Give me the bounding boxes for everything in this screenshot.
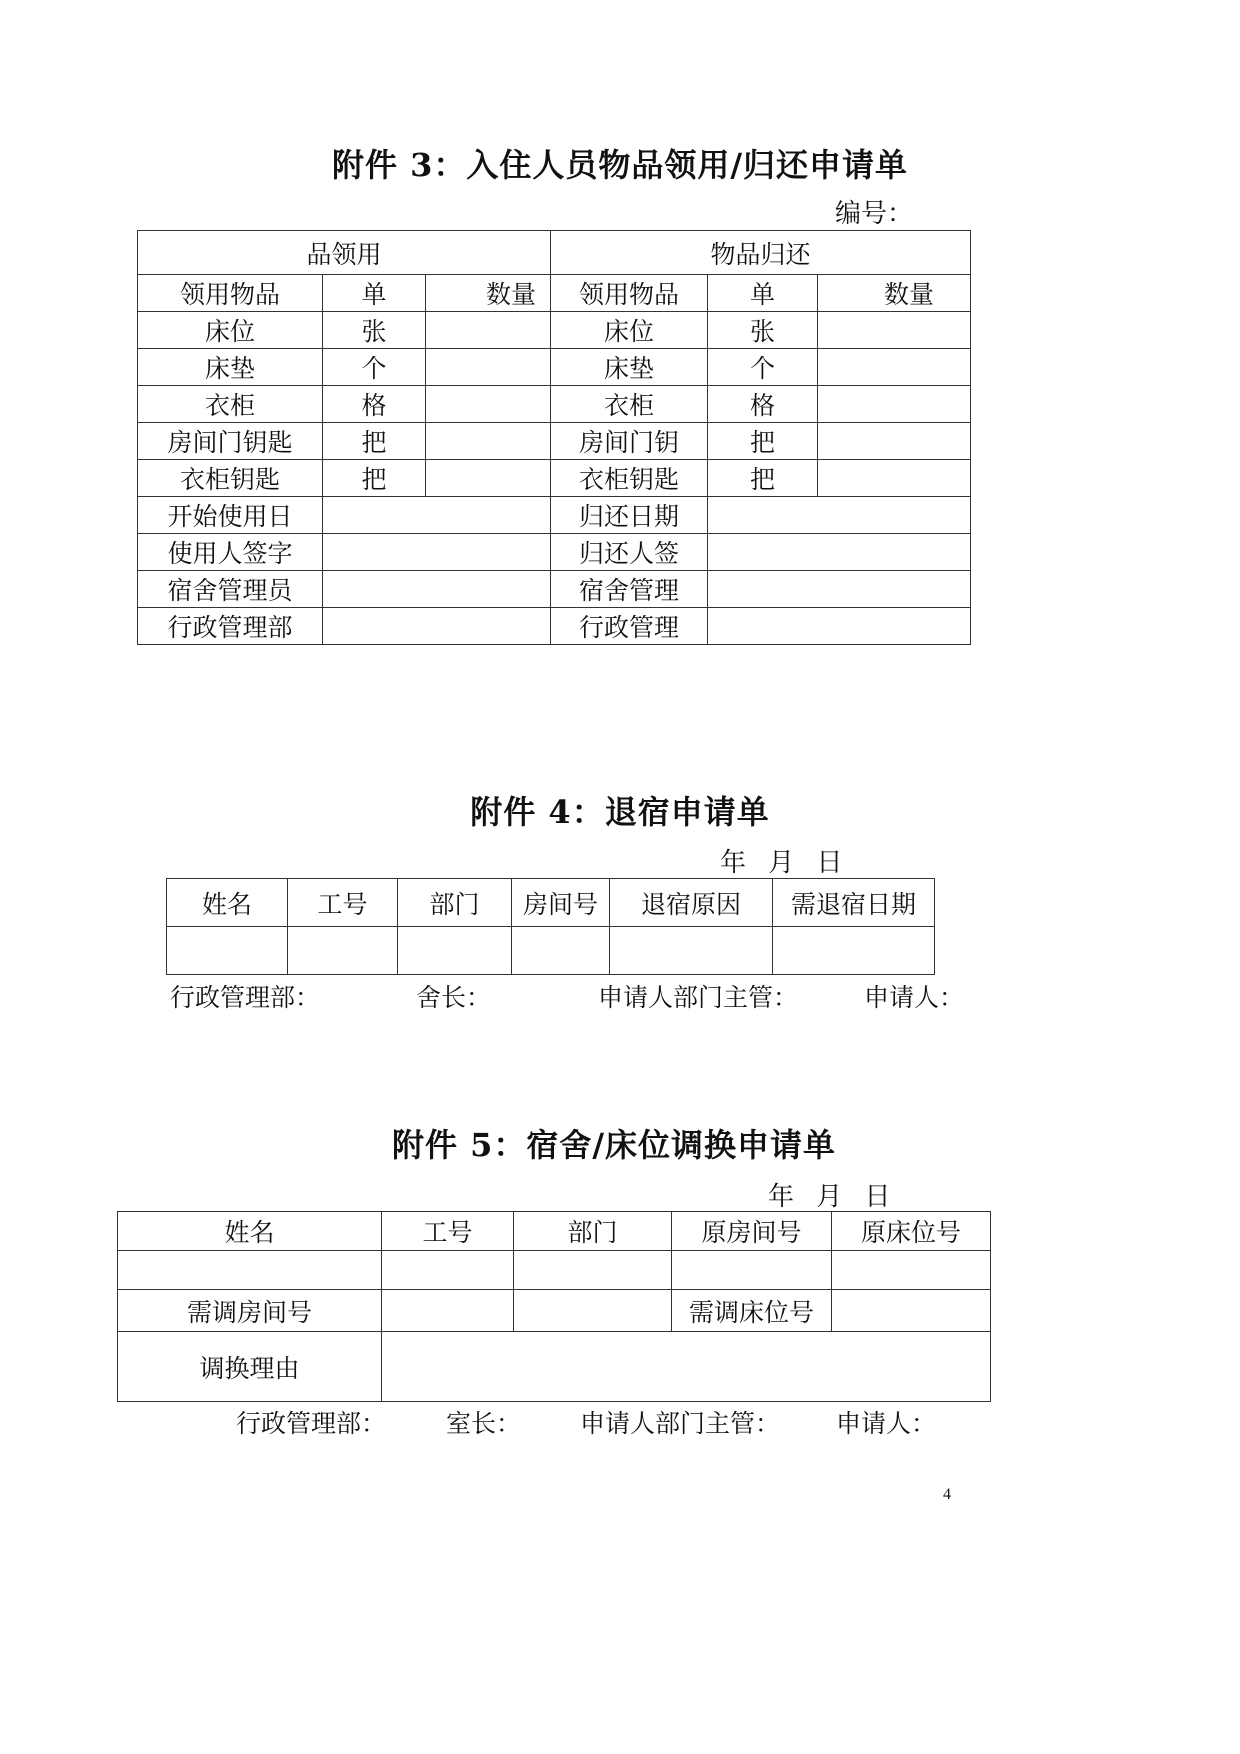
sign-label: 开始使用日 [138,497,323,534]
form5-header-row [118,1212,991,1251]
header-cell: 原房间号 [672,1212,832,1251]
qty-cell[interactable] [818,460,971,497]
form3-number-label: 编号： [835,199,914,229]
table-row [138,423,971,460]
col-qty: 数量 [426,275,551,312]
item-unit: 把 [708,460,818,497]
sign-field[interactable] [323,608,551,645]
form4-title: 附件 4：退宿申请单 [470,793,770,831]
item-unit: 格 [708,386,818,423]
form5-table [117,1211,991,1402]
form3-col-header-row [138,275,971,312]
need-bed-label: 需调床位号 [672,1290,832,1332]
form3-table [137,230,971,645]
sign-field[interactable] [708,571,971,608]
table-row [138,571,971,608]
item-name: 衣柜钥匙 [551,460,708,497]
header-cell: 工号 [288,879,398,927]
sign-label: 归还人签 [551,534,708,571]
sign-label: 行政管理部 [138,608,323,645]
input-cell[interactable] [832,1290,991,1332]
sign-label: 行政管理 [551,608,708,645]
sign-label: 宿舍管理员 [138,571,323,608]
table-row [138,497,971,534]
header-cell: 房间号 [512,879,610,927]
qty-cell[interactable] [426,349,551,386]
table-row [138,312,971,349]
input-cell[interactable] [382,1251,514,1290]
form3-header-row [138,231,971,275]
input-cell[interactable] [512,927,610,975]
item-unit: 张 [323,312,426,349]
form4-footer-applicant: 申请人： [864,983,965,1012]
table-row [138,608,971,645]
input-cell[interactable] [773,927,935,975]
item-unit: 把 [323,423,426,460]
table-row [167,927,935,975]
qty-cell[interactable] [818,312,971,349]
header-cell: 原床位号 [832,1212,991,1251]
sign-field[interactable] [708,497,971,534]
sign-field[interactable] [708,534,971,571]
reason-field[interactable] [382,1332,991,1402]
form4-date: 年 月 日 [720,848,843,878]
item-unit: 把 [323,460,426,497]
form4-footer-supervisor: 申请人部门主管： [598,983,799,1012]
header-cell: 部门 [514,1212,672,1251]
form5-footer-applicant: 申请人： [836,1409,937,1438]
item-name: 衣柜 [551,386,708,423]
col-item: 领用物品 [138,275,323,312]
table-row [138,460,971,497]
input-cell[interactable] [672,1251,832,1290]
form4-footer-leader: 舍长： [416,983,492,1012]
sign-label: 归还日期 [551,497,708,534]
qty-cell[interactable] [426,312,551,349]
col-unit: 单 [708,275,818,312]
qty-cell[interactable] [818,386,971,423]
sign-field[interactable] [323,571,551,608]
input-cell[interactable] [610,927,773,975]
form3-title: 附件 3：入住人员物品领用/归还申请单 [331,146,909,184]
item-name: 房间门钥 [551,423,708,460]
item-name: 房间门钥匙 [138,423,323,460]
table-row [118,1290,991,1332]
item-name: 衣柜 [138,386,323,423]
item-name: 床位 [551,312,708,349]
form5-footer-supervisor: 申请人部门主管： [580,1409,781,1438]
form5-footer-admin: 行政管理部： [236,1409,387,1438]
reason-label: 调换理由 [118,1332,382,1402]
input-cell[interactable] [514,1290,672,1332]
item-unit: 个 [323,349,426,386]
table-row [118,1332,991,1402]
form5-footer-leader: 室长： [446,1409,522,1438]
table-row [138,349,971,386]
col-item: 领用物品 [551,275,708,312]
table-row [138,386,971,423]
header-cell: 部门 [398,879,512,927]
sign-label: 宿舍管理 [551,571,708,608]
qty-cell[interactable] [426,460,551,497]
form3-right-header: 物品归还 [551,231,971,275]
input-cell[interactable] [398,927,512,975]
item-unit: 个 [708,349,818,386]
col-unit: 单 [323,275,426,312]
qty-cell[interactable] [818,423,971,460]
qty-cell[interactable] [426,386,551,423]
need-room-label: 需调房间号 [118,1290,382,1332]
table-row [138,534,971,571]
form3-left-header: 品领用 [138,231,551,275]
col-qty: 数量 [818,275,971,312]
table-row [118,1251,991,1290]
item-unit: 把 [708,423,818,460]
item-name: 床位 [138,312,323,349]
header-cell: 需退宿日期 [773,879,935,927]
item-unit: 格 [323,386,426,423]
input-cell[interactable] [382,1290,514,1332]
sign-field[interactable] [323,497,551,534]
input-cell[interactable] [118,1251,382,1290]
item-name: 衣柜钥匙 [138,460,323,497]
input-cell[interactable] [288,927,398,975]
header-cell: 退宿原因 [610,879,773,927]
form4-footer-admin: 行政管理部： [170,983,321,1012]
header-cell: 姓名 [167,879,288,927]
form5-title: 附件 5：宿舍/床位调换申请单 [391,1126,837,1164]
qty-cell[interactable] [426,423,551,460]
input-cell[interactable] [167,927,288,975]
header-cell: 姓名 [118,1212,382,1251]
input-cell[interactable] [832,1251,991,1290]
input-cell[interactable] [514,1251,672,1290]
qty-cell[interactable] [818,349,971,386]
sign-field[interactable] [323,534,551,571]
form5-date: 年 月 日 [768,1182,891,1212]
page-number: 4 [943,1486,951,1503]
item-name: 床垫 [551,349,708,386]
form4-header-row [167,879,935,927]
form4-table [166,878,935,975]
header-cell: 工号 [382,1212,514,1251]
item-name: 床垫 [138,349,323,386]
sign-field[interactable] [708,608,971,645]
item-unit: 张 [708,312,818,349]
sign-label: 使用人签字 [138,534,323,571]
